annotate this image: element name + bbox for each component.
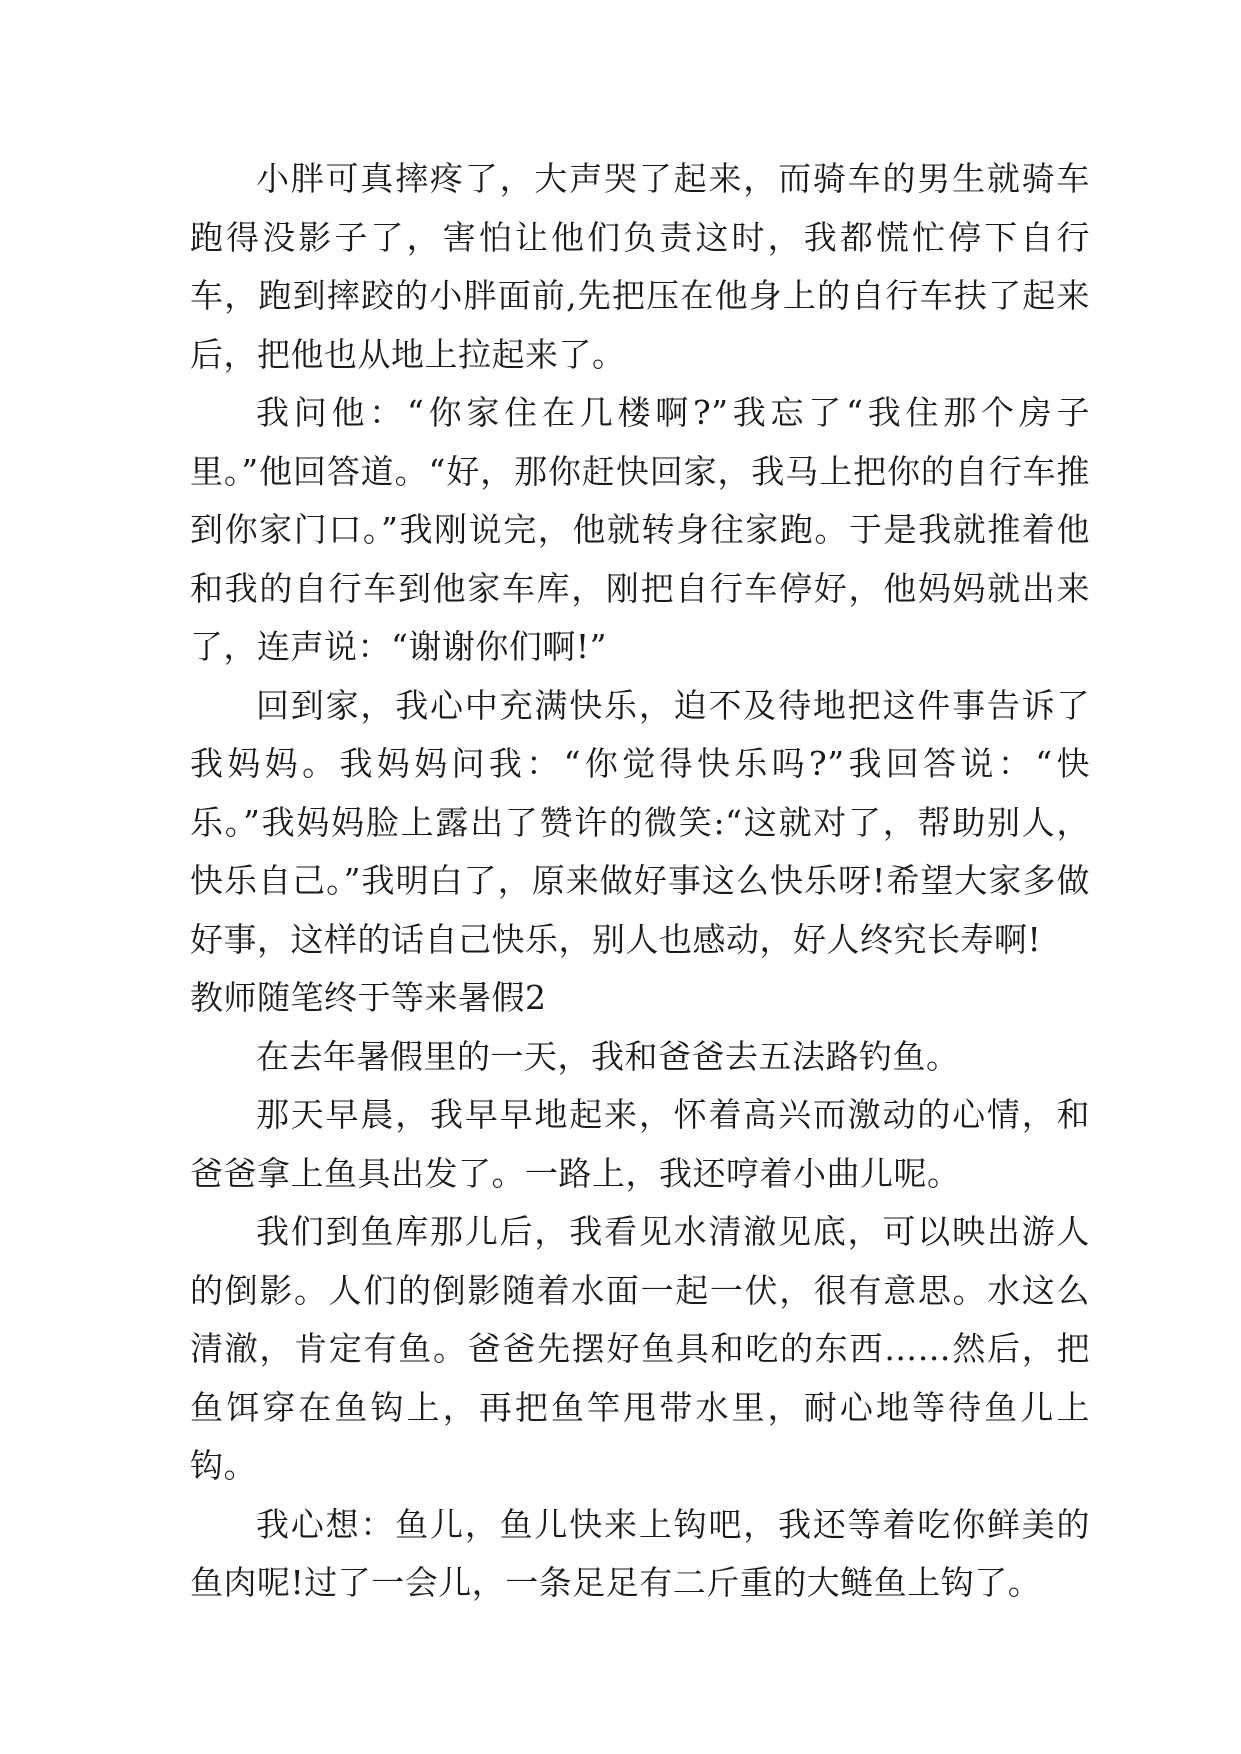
section-title: 教师随笔终于等来暑假2	[190, 978, 547, 1017]
body-text	[190, 150, 1090, 1613]
paragraph-1: 小胖可真摔疼了，大声哭了起来，而骑车的男生就骑车跑得没影子了，害怕让他们负责这时，我都慌忙停下自行车，跑到摔跤的小胖面前,先把压在他身上的自行车扶了起来后，把他也从地上拉起来了。	[190, 159, 1090, 374]
paragraph-5: 那天早晨，我早早地起来，怀着高兴而激动的心情，和爸爸拿上鱼具出发了。一路上，我还哼着小曲儿呢。	[190, 1095, 1090, 1193]
paragraph-4: 在去年暑假里的一天，我和爸爸去五法路钓鱼。	[256, 1036, 960, 1076]
paragraph-6: 我们到鱼库那儿后，我看见水清澈见底，可以映出游人的倒影。人们的倒影随着水面一起一伏，很有意思。水这么清澈，肯定有鱼。爸爸先摆好鱼具和吃的东西……然后，把鱼饵穿在鱼钩上，再把鱼竿甩带水里，耐心地等待鱼儿上钩。	[190, 1212, 1090, 1485]
paragraph-2: 我问他：“你家住在几楼啊?”我忘了“我住那个房子里。”他回答道。“好，那你赶快回家，我马上把你的自行车推到你家门口。”我刚说完，他就转身往家跑。于是我就推着他和我的自行车到他家车库，刚把自行车停好，他妈妈就出来了，连声说：“谢谢你们啊!”	[190, 393, 1090, 666]
paragraph-3: 回到家，我心中充满快乐，迫不及待地把这件事告诉了我妈妈。我妈妈问我：“你觉得快乐吗?”我回答说：“快乐。”我妈妈脸上露出了赞许的微笑:“这就对了，帮助别人，快乐自己。”我明白了，原来做好事这么快乐呀!希望大家多做好事，这样的话自己快乐，别人也感动，好人终究长寿啊!	[190, 685, 1090, 959]
paragraph-7: 我心想：鱼儿，鱼儿快来上钩吧，我还等着吃你鲜美的鱼肉呢!过了一会儿，一条足足有二斤重的大鲢鱼上钩了。	[190, 1504, 1090, 1602]
